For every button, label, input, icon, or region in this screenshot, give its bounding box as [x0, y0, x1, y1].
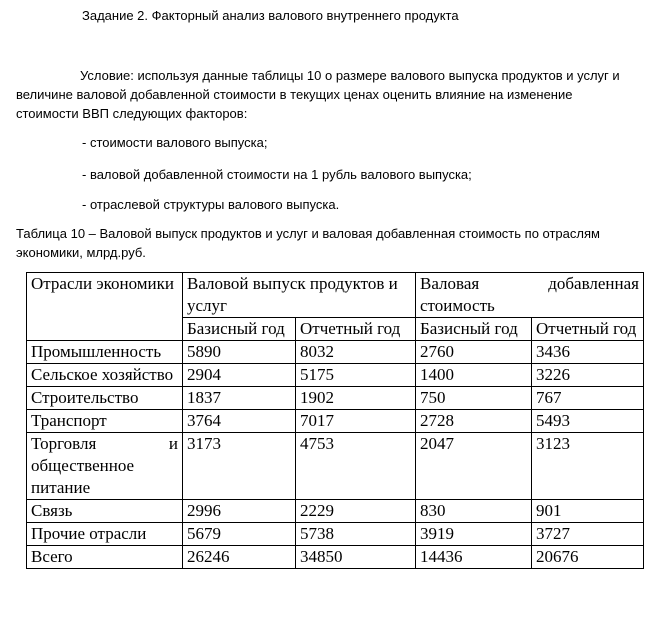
condition-paragraph — [16, 66, 656, 123]
sector-cell: Прочие отрасли — [27, 523, 183, 546]
go-base-cell: 2996 — [183, 500, 296, 523]
go-report-cell: 7017 — [296, 410, 416, 433]
va-report-cell: 5493 — [532, 410, 644, 433]
caption-line: Таблица 10 – Валовой выпуск продуктов и услуг и валовая добавленная стоимость по отраслям — [16, 226, 600, 241]
header-word: Валовая — [420, 274, 480, 293]
sector-cell — [27, 433, 183, 500]
table-row — [27, 500, 644, 523]
sector-cell: Транспорт — [27, 410, 183, 433]
header-go-base: Базисный год — [183, 318, 296, 341]
factor-item: - стоимости валового выпуска; — [82, 135, 268, 150]
data-table — [26, 272, 644, 569]
va-base-cell: 1400 — [416, 364, 532, 387]
va-report-cell: 767 — [532, 387, 644, 410]
go-base-cell: 5890 — [183, 341, 296, 364]
header-go-report: Отчетный год — [296, 318, 416, 341]
go-base-cell: 3173 — [183, 433, 296, 500]
sector-word: Торговля — [31, 434, 97, 453]
sector-cell: Промышленность — [27, 341, 183, 364]
table-row — [27, 410, 644, 433]
header-sector: Отрасли экономики — [27, 273, 183, 341]
header-va-base: Базисный год — [416, 318, 532, 341]
go-report-cell: 8032 — [296, 341, 416, 364]
table-row — [27, 523, 644, 546]
header-value-added — [416, 273, 644, 318]
table-row — [27, 387, 644, 410]
table-row — [27, 364, 644, 387]
va-report-cell: 3727 — [532, 523, 644, 546]
va-base-cell: 2728 — [416, 410, 532, 433]
va-base-cell: 3919 — [416, 523, 532, 546]
va-base-cell: 830 — [416, 500, 532, 523]
sector-word: общественное питание — [31, 456, 135, 497]
go-report-cell: 4753 — [296, 433, 416, 500]
task-title: Задание 2. Факторный анализ валового внутреннего продукта — [82, 8, 459, 23]
go-base-cell: 5679 — [183, 523, 296, 546]
va-base-cell: 2047 — [416, 433, 532, 500]
go-report-cell: 5175 — [296, 364, 416, 387]
factor-item: - отраслевой структуры валового выпуска. — [82, 197, 340, 212]
va-base-cell: 14436 — [416, 546, 532, 569]
go-report-cell: 5738 — [296, 523, 416, 546]
header-word: добавленная — [548, 274, 639, 293]
va-report-cell: 3436 — [532, 341, 644, 364]
condition-line: Условие: используя данные таблицы 10 о размере валового выпуска продуктов и услуг и — [80, 68, 620, 83]
table-row — [27, 341, 644, 364]
go-report-cell: 34850 — [296, 546, 416, 569]
sector-cell: Строительство — [27, 387, 183, 410]
sector-cell: Связь — [27, 500, 183, 523]
go-base-cell: 3764 — [183, 410, 296, 433]
sector-word: и — [168, 434, 178, 453]
header-word: стоимость — [420, 296, 495, 315]
va-report-cell: 901 — [532, 500, 644, 523]
va-report-cell: 3123 — [532, 433, 644, 500]
header-gross-output: Валовой выпуск продуктов и услуг — [183, 273, 416, 318]
condition-line: стоимости ВВП следующих факторов: — [16, 106, 248, 121]
sector-cell: Всего — [27, 546, 183, 569]
factor-item: - валовой добавленной стоимости на 1 рубль валового выпуска; — [82, 167, 472, 182]
table-header-row — [27, 273, 644, 318]
va-base-cell: 750 — [416, 387, 532, 410]
table-row — [27, 433, 644, 500]
condition-line: величине валовой добавленной стоимости в текущих ценах оценить влияние на изменение — [16, 87, 573, 102]
caption-line: экономики, млрд.руб. — [16, 245, 146, 260]
va-base-cell: 2760 — [416, 341, 532, 364]
go-report-cell: 1902 — [296, 387, 416, 410]
go-base-cell: 26246 — [183, 546, 296, 569]
go-base-cell: 1837 — [183, 387, 296, 410]
header-va-report: Отчетный год — [532, 318, 644, 341]
go-base-cell: 2904 — [183, 364, 296, 387]
go-report-cell: 2229 — [296, 500, 416, 523]
sector-cell: Сельское хозяйство — [27, 364, 183, 387]
va-report-cell: 3226 — [532, 364, 644, 387]
va-report-cell: 20676 — [532, 546, 644, 569]
table-caption — [16, 224, 656, 262]
table-total-row — [27, 546, 644, 569]
